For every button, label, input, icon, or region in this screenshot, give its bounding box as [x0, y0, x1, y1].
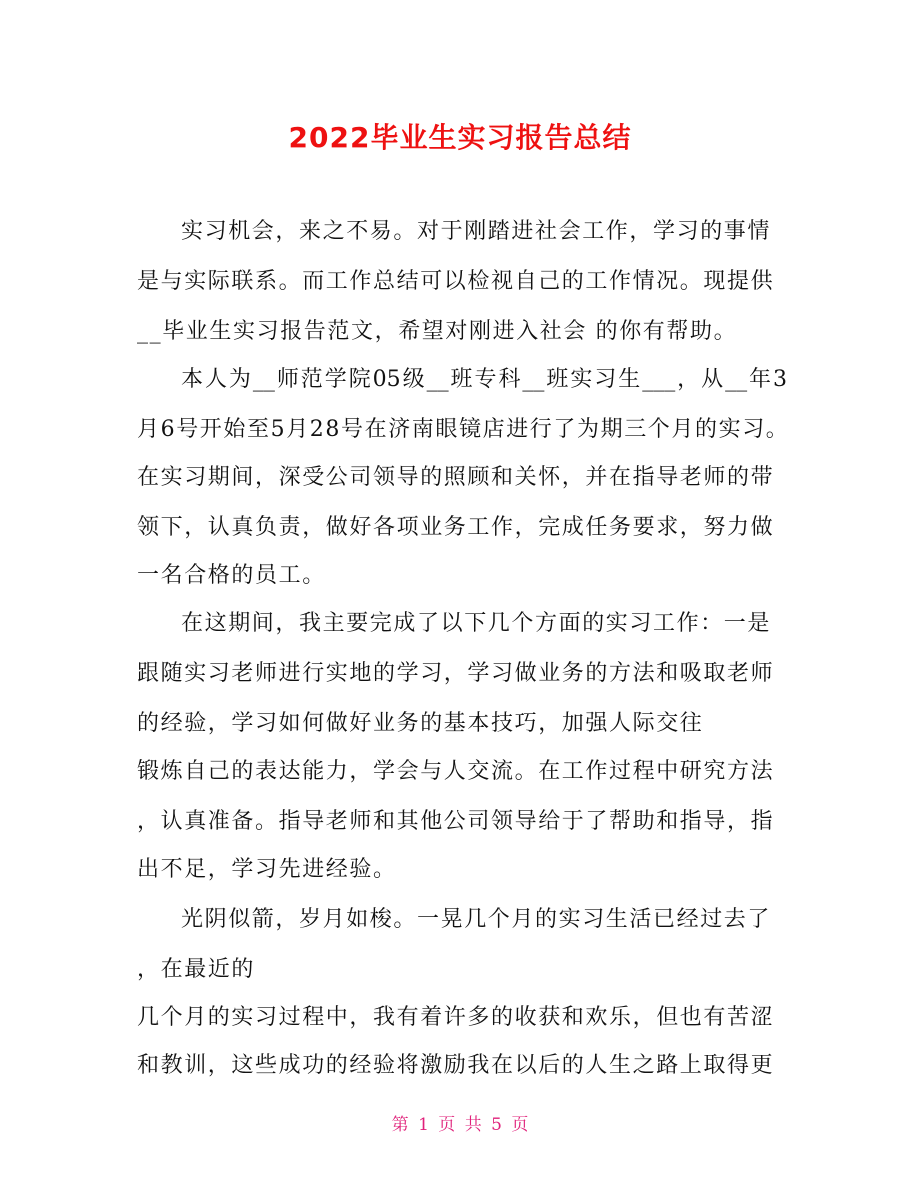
body-text-line: 的经验，学习如何做好业务的基本技巧，加强人际交往 [137, 711, 704, 736]
body-text-line: 几个月的实习过程中，我有着许多的收获和欢乐，但也有苦涩 [137, 1005, 775, 1030]
body-text-line: 领下，认真负责，做好各项业务工作，完成任务要求，努力做 [137, 515, 775, 540]
body-text-line: ，认真准备。指导老师和其他公司领导给于了帮助和指导，指 [137, 809, 775, 834]
page-number-footer: 第 1 页 共 5 页 [391, 1115, 529, 1135]
body-text-line: __毕业生实习报告范文，希望对刚进入社会 的你有帮助。 [137, 319, 738, 344]
body-text-line: 锻炼自己的表达能力，学会与人交流。在工作过程中研究方法 [137, 759, 775, 784]
body-text-line: 本人为__师范学院05级__班专科__班实习生___，从__年3 [181, 367, 787, 392]
body-text-line: 跟随实习老师进行实地的学习，学习做业务的方法和吸取老师 [137, 661, 775, 686]
document-title: 2022毕业生实习报告总结 [288, 121, 632, 154]
body-text-line: 是与实际联系。而工作总结可以检视自己的工作情况。现提供 [137, 269, 775, 294]
body-text-line: ，在最近的 [137, 957, 256, 982]
body-text-line: 出不足，学习先进经验。 [137, 857, 397, 882]
body-text-line: 在实习期间，深受公司领导的照顾和关怀，并在指导老师的带 [137, 465, 775, 490]
body-text-line: 月6号开始至5月28号在济南眼镜店进行了为期三个月的实习。 [137, 417, 790, 442]
body-text-line: 和教训，这些成功的经验将激励我在以后的人生之路上取得更 [137, 1053, 775, 1078]
body-text-line: 光阴似箭，岁月如梭。一晃几个月的实习生活已经过去了 [181, 907, 772, 932]
body-text-line: 一名合格的员工。 [137, 563, 326, 588]
body-text-line: 在这期间，我主要完成了以下几个方面的实习工作：一是 [181, 611, 772, 636]
body-text-line: 实习机会，来之不易。对于刚踏进社会工作，学习的事情 [181, 219, 772, 244]
